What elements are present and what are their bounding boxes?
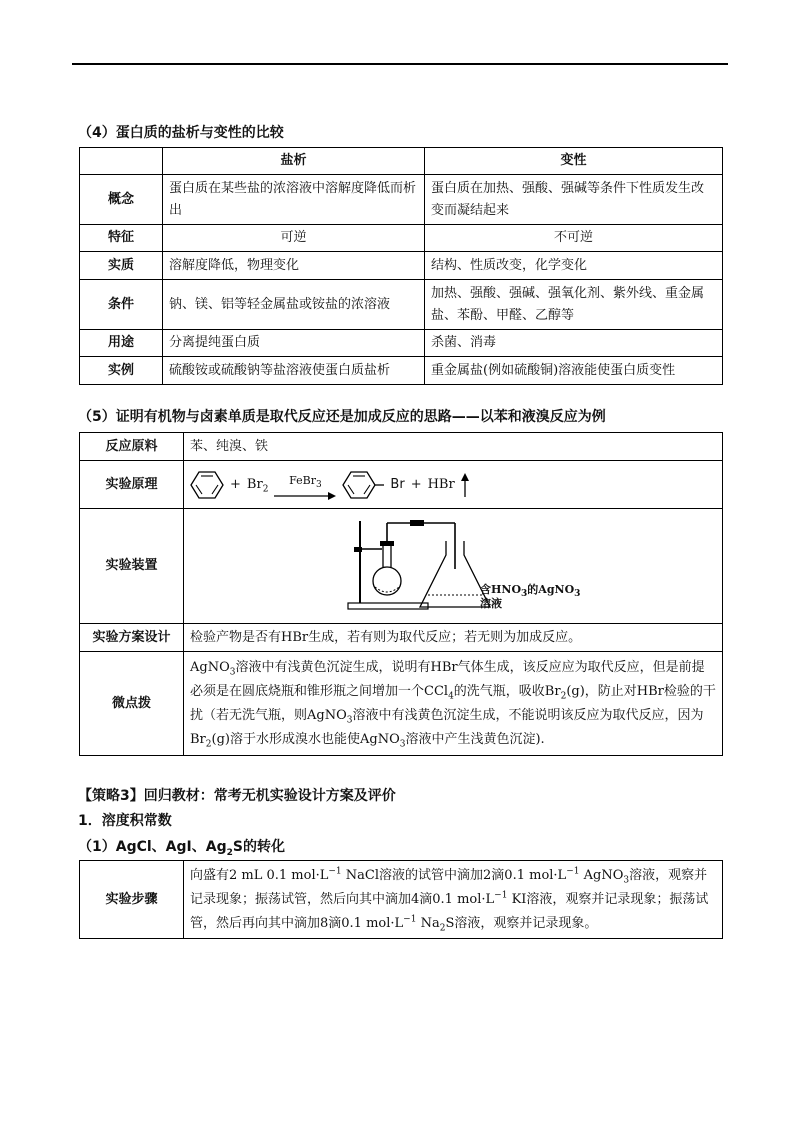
row-label: 特征 xyxy=(80,225,163,252)
cell-salting: 分离提纯蛋白质 xyxy=(163,330,425,357)
cell-denature: 杀菌、消毒 xyxy=(425,330,723,357)
benzene-icon xyxy=(190,470,224,500)
product-hbr: HBr xyxy=(427,476,455,492)
row-label: 实验原理 xyxy=(80,461,184,509)
row-label: 反应原料 xyxy=(80,433,184,461)
subsection-title-2: （1）AgCl、AgI、$Ag_2S$的转化 xyxy=(78,839,285,858)
row-label: 实验步骤 xyxy=(80,861,184,939)
cell-denature: 加热、强酸、强碱、强氧化剂、紫外线、重金属盐、苯酚、甲醛、乙醇等 xyxy=(425,280,723,330)
gas-arrow-icon xyxy=(461,473,469,497)
cell-salting: 钠、镁、铝等轻金属盐或铵盐的浓溶液 xyxy=(163,280,425,330)
cell-salting: 溶解度降低，物理变化 xyxy=(163,252,425,280)
table-corner xyxy=(80,148,163,175)
steps-cell: 向盛有2 mL 0.1 $mol\cdot L^{-1}$ NaCl溶液的试管中滴加2滴0.1 $mol\cdot L^{-1}$ AgNO$_3$溶液，观察并记录现象；振荡试管，然后向其中滴加4滴0.1 $mol\cdot L^{-1}$ KI溶液，观察并记录现象；振荡试管，然后再向其中滴加8滴0.1 $mol\cdot L^{-1}$ $Na_2S$溶液，观察并记录现象。 xyxy=(184,861,723,939)
row-label: 实验装置 xyxy=(80,509,184,624)
bromination-table xyxy=(79,432,723,756)
col-header-salting: 盐析 xyxy=(163,148,425,175)
reagent-br2: $Br_2$ xyxy=(246,476,269,495)
tip-cell: AgNO$_3$溶液中有浅黄色沉淀生成，说明有HBr气体生成，该反应应为取代反应，但是前提必须是在圆底烧瓶和锥形瓶之间增加一个CCl$_4$的洗气瓶，吸收$Br_2(g)$，防止对HBr检验的干扰（若无洗气瓶，则AgNO$_3$溶液中有浅黄色沉淀生成，不能说明该反应为取代反应，因为$Br_2(g)$溶于水形成溴水也能使AgNO$_3$溶液中产生浅黄色沉淀). xyxy=(184,652,723,756)
round-flask xyxy=(373,567,401,595)
plus-sign: + xyxy=(410,476,422,492)
stand-base xyxy=(348,603,428,609)
tube-joint xyxy=(410,520,424,526)
section5-title: （5）证明有机物与卤素单质是取代反应还是加成反应的思路——以苯和液溴反应为例 xyxy=(78,409,606,425)
row-label: 实质 xyxy=(80,252,163,280)
apparatus-caption xyxy=(480,583,580,611)
apparatus-cell xyxy=(184,509,723,624)
bromobenzene-icon xyxy=(342,470,384,500)
reaction-equation xyxy=(190,468,716,502)
subsection-title: 1．溶度积常数 xyxy=(78,813,172,829)
col-header-denature: 变性 xyxy=(425,148,723,175)
caption-line1: 含$HNO_3$的AgNO$_3$ xyxy=(480,583,581,600)
row-label: 实验方案设计 xyxy=(80,624,184,652)
caption-line2: 溶液 xyxy=(480,597,502,610)
arrow-right-icon xyxy=(274,492,336,500)
cell-denature: 不可逆 xyxy=(425,225,723,252)
cell-denature: 结构、性质改变，化学变化 xyxy=(425,252,723,280)
row-label: 用途 xyxy=(80,330,163,357)
principle-cell xyxy=(184,461,723,509)
protein-comparison-table xyxy=(79,147,723,385)
strategy3-title: 【策略3】回归教材：常考无机实验设计方案及评价 xyxy=(78,788,396,804)
row-label: 概念 xyxy=(80,175,163,225)
header-rule xyxy=(72,63,728,65)
plus-sign: + xyxy=(230,476,241,492)
cell-salting: 硫酸铵或硫酸钠等盐溶液使蛋白质盐析 xyxy=(163,357,425,385)
catalyst-label: FeBr$_3$ xyxy=(289,473,322,490)
cell-salting: 蛋白质在某些盐的浓溶液中溶解度降低而析出 xyxy=(163,175,425,225)
section4-title: （4）蛋白质的盐析与变性的比较 xyxy=(78,125,284,141)
reaction-arrow xyxy=(274,470,336,500)
row-label: 条件 xyxy=(80,280,163,330)
materials-cell: 苯、纯溴、铁 xyxy=(184,433,723,461)
cell-salting: 可逆 xyxy=(163,225,425,252)
cell-denature: 重金属盐(例如硫酸铜)溶液能使蛋白质变性 xyxy=(425,357,723,385)
product-br: Br xyxy=(390,476,405,492)
cell-denature: 蛋白质在加热、强酸、强碱等条件下性质发生改变而凝结起来 xyxy=(425,175,723,225)
row-label: 实例 xyxy=(80,357,163,385)
design-cell: 检验产物是否有HBr生成，若有则为取代反应；若无则为加成反应。 xyxy=(184,624,723,652)
row-label: 微点拨 xyxy=(80,652,184,756)
steps-table xyxy=(79,860,723,939)
